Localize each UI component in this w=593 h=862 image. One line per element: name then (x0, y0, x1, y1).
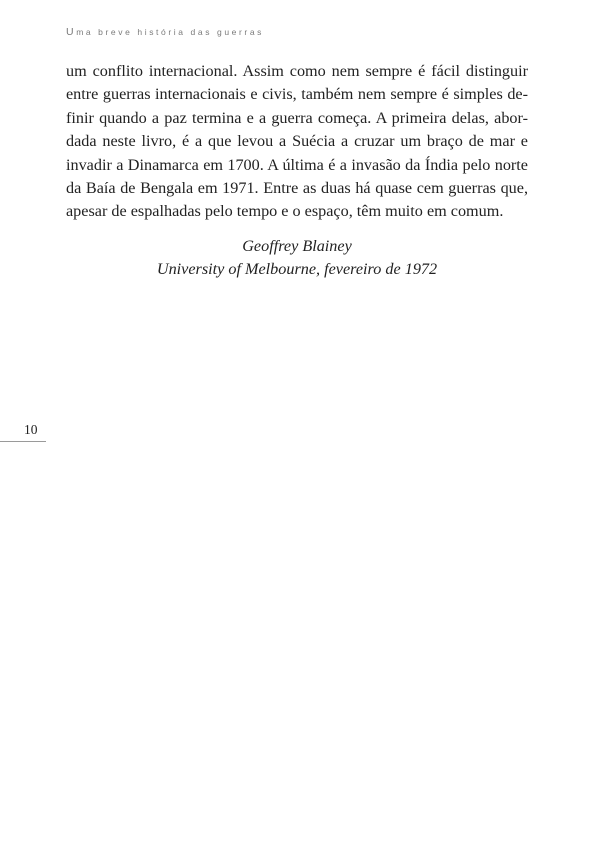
running-header-text: ma breve história das guerras (76, 27, 265, 37)
paragraph-line: um conflito internacional. Assim como nem sempre é fácil distinguir (66, 62, 528, 80)
running-header-initial: U (66, 26, 77, 38)
page-number-rule (0, 441, 46, 442)
signature-author: Geoffrey Blainey (242, 237, 352, 255)
signature-block (66, 235, 528, 282)
signature-affiliation: University of Melbourne, fevereiro de 1972 (156, 260, 438, 279)
paragraph-line: finir quando a paz termina e a guerra começa. A primeira delas, abor- (66, 108, 528, 127)
paragraph-line: dada neste livro, é a que levou a Suécia a cruzar um braço de mar e (66, 132, 528, 151)
paragraph-line: entre guerras internacionais e civis, também nem sempre é simples de- (66, 85, 528, 104)
paragraph-line: invadir a Dinamarca em 1700. A última é a invasão da Índia pelo norte (66, 155, 528, 174)
running-header (66, 26, 264, 38)
paragraph-line: da Baía de Bengala em 1971. Entre as duas há quase cem guerras que, (66, 179, 528, 198)
body-paragraph (66, 60, 528, 224)
page-number: 10 (24, 422, 38, 437)
paragraph-line: apesar de espalhadas pelo tempo e o espaço, têm muito em comum. (66, 202, 504, 221)
